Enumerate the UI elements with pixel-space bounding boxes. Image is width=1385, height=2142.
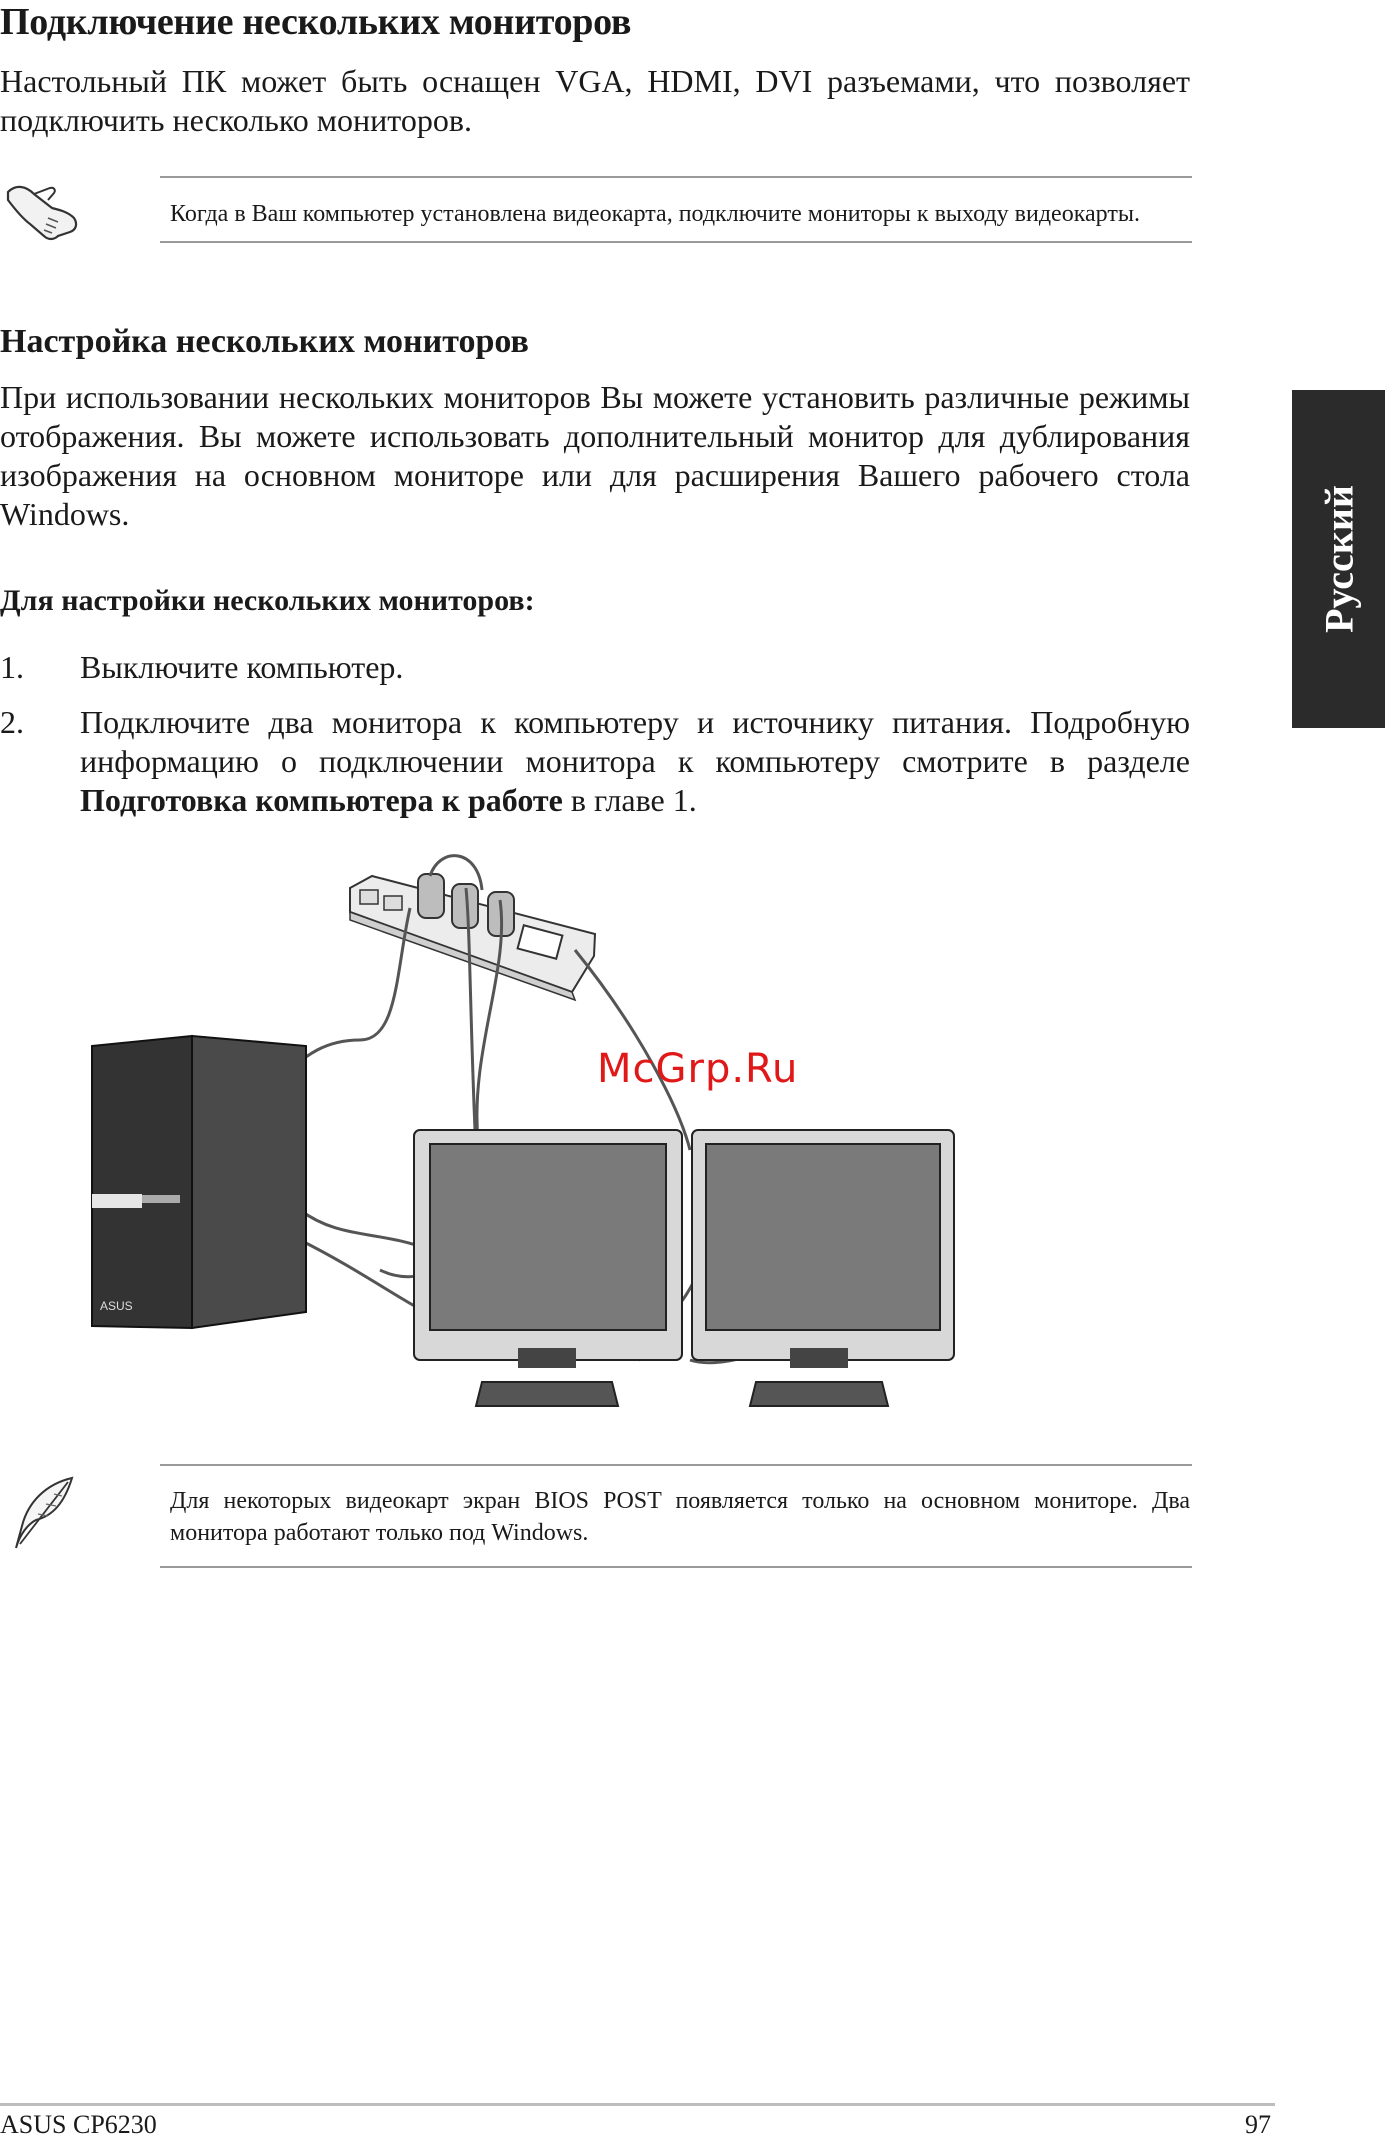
footer-rule xyxy=(0,2103,1275,2106)
note-bottom-rule-bottom xyxy=(160,1566,1192,1568)
footer-product: ASUS CP6230 xyxy=(0,2110,157,2139)
page-title: Подключение нескольких мониторов xyxy=(0,1,632,43)
steps-title: Для настройки нескольких мониторов: xyxy=(0,584,535,617)
side-tab-label: Русский xyxy=(1316,485,1361,633)
watermark: McGrp.Ru xyxy=(597,1046,799,1092)
feather-pen-icon xyxy=(6,1474,76,1554)
hand-pointer-icon xyxy=(4,178,82,244)
monitors-illustration xyxy=(0,850,1000,1420)
intro-paragraph: Настольный ПК может быть оснащен VGA, HDMI, DVI разъемами, что позволяет подключить несколько мониторов. xyxy=(0,63,1190,138)
monitor-left xyxy=(414,1130,682,1406)
step-2-reference: Подготовка компьютера к работе xyxy=(80,782,563,818)
power-strip xyxy=(350,874,595,1000)
note-bottom-text: Для некоторых видеокарт экран BIOS POST появляется только на основном мониторе. Два монитора работают только под Windows. xyxy=(170,1488,1190,1546)
step-2-text-start: Подключите два монитора к компьютеру и источнику питания. Подробную информацию о подключении монитора к компьютеру смотрите в разделе xyxy=(80,704,1190,779)
section-paragraph: При использовании нескольких мониторов Вы можете установить различные режимы отображения. Вы можете использовать дополнительный монитор для дублирования изображения на основном мониторе или для расширения Вашего рабочего стола Windows. xyxy=(0,379,1190,532)
section-title: Настройка нескольких мониторов xyxy=(0,323,529,360)
monitor-right xyxy=(692,1130,954,1406)
note-top-rule xyxy=(160,176,1192,178)
step-2-number: 2. xyxy=(0,704,24,740)
step-1-text: Выключите компьютер. xyxy=(80,649,404,685)
step-2-text xyxy=(80,703,1190,820)
step-2-text-end: в главе 1. xyxy=(562,782,697,818)
note-top-text: Когда в Ваш компьютер установлена видеокарта, подключите мониторы к выходу видеокарты. xyxy=(170,201,1140,227)
language-side-tab xyxy=(1292,390,1385,728)
page-number: 97 xyxy=(1245,2110,1271,2139)
note-bottom-rule xyxy=(160,1464,1192,1466)
note-top-rule-bottom xyxy=(160,241,1192,243)
step-1-number: 1. xyxy=(0,649,24,685)
pc-brand-label: ASUS xyxy=(100,1299,133,1313)
pc-tower xyxy=(92,1036,306,1328)
